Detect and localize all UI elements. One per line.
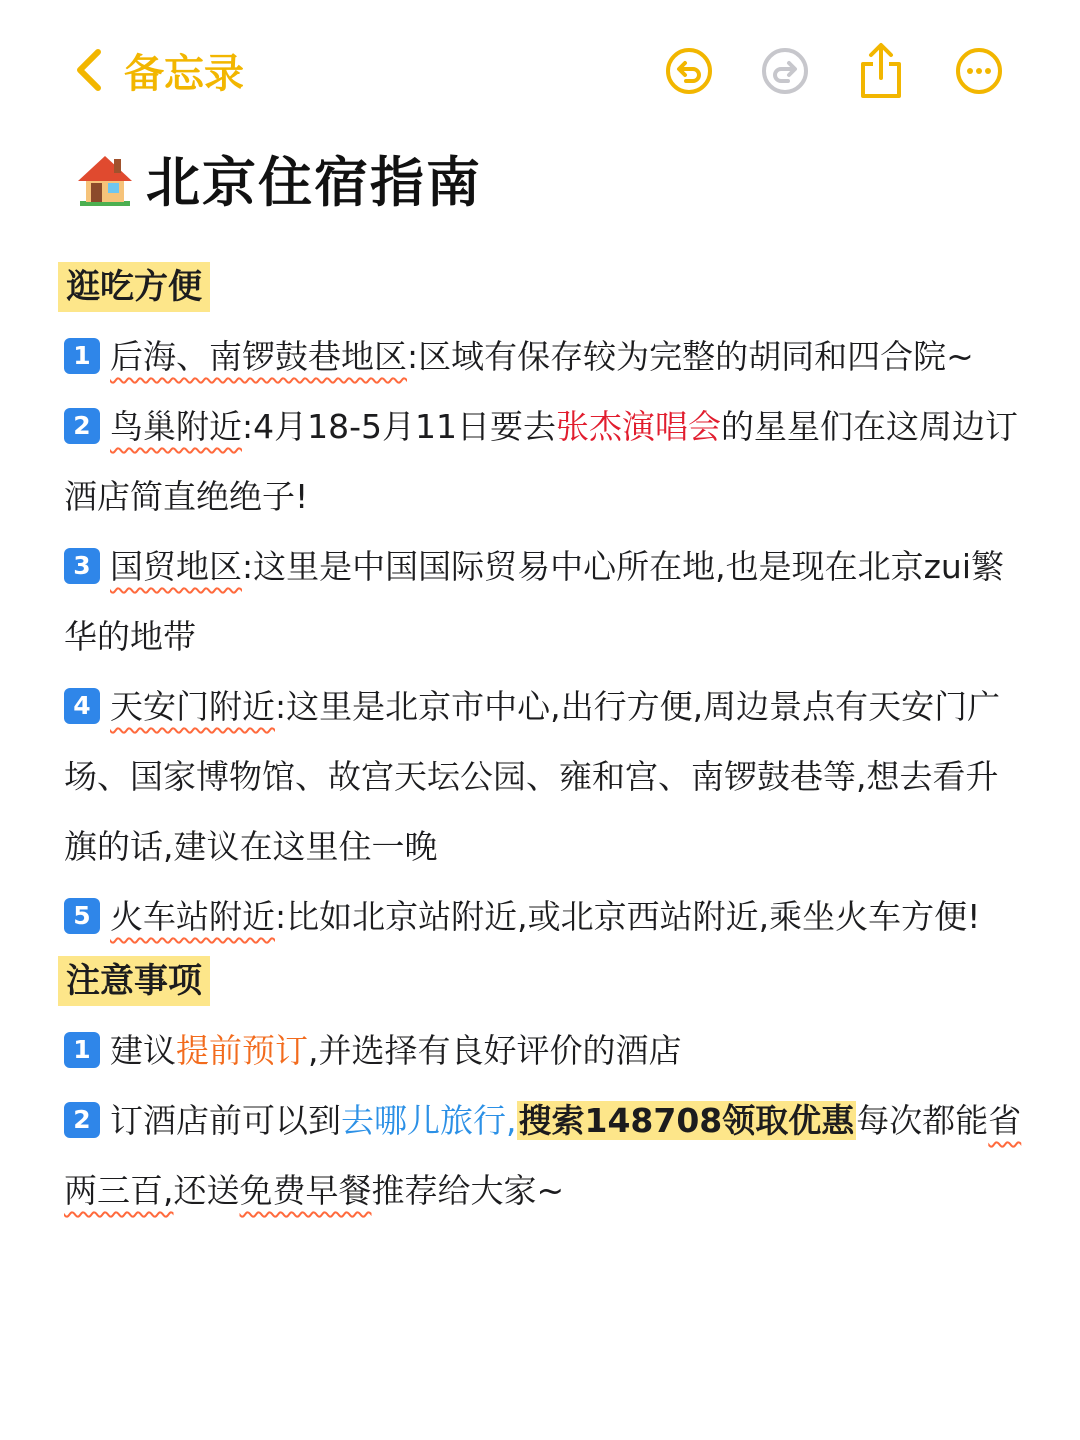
section-heading: 逛吃方便 xyxy=(58,262,210,312)
note-body[interactable] xyxy=(64,262,1024,1226)
list-item xyxy=(64,392,1024,532)
item-text: 每次都能 xyxy=(856,1101,989,1140)
list-item xyxy=(64,672,1024,882)
back-label: 备忘录 xyxy=(124,50,244,97)
list-item xyxy=(64,322,1024,392)
travel-app-name: 去哪儿旅行, xyxy=(341,1101,517,1140)
number-badge: 1 xyxy=(64,338,100,374)
item-text: 推荐给大家~ xyxy=(371,1171,565,1210)
list-item xyxy=(64,882,1024,952)
item-text: :比如北京站附近,或北京西站附近,乘坐火车方便! xyxy=(275,897,981,936)
number-badge: 5 xyxy=(64,898,100,934)
number-badge: 1 xyxy=(64,1032,100,1068)
share-icon[interactable] xyxy=(856,42,906,100)
item-text: 建议 xyxy=(110,1031,176,1070)
item-text: 的星星们在这周边订酒店简直绝绝子! xyxy=(64,407,1018,516)
title-row xyxy=(74,140,482,217)
navigation-bar xyxy=(0,0,1080,130)
item-text: :这里是中国国际贸易中心所在地,也是现在北京zui繁华的地带 xyxy=(64,547,1005,656)
place-name: 鸟巢附近 xyxy=(110,407,242,446)
redo-icon[interactable] xyxy=(760,42,810,100)
number-badge: 2 xyxy=(64,408,100,444)
promo-highlight: 搜索148708领取优惠 xyxy=(518,1101,855,1140)
item-text: ,并选择有良好评价的酒店 xyxy=(308,1031,682,1070)
free-breakfast-text: 免费早餐 xyxy=(239,1171,372,1210)
item-text: :4月18-5月11日要去 xyxy=(242,407,556,446)
item-text: 订酒店前可以到 xyxy=(110,1101,341,1140)
place-name: 天安门附近 xyxy=(110,687,275,726)
item-text: :这里是北京市中心,出行方便,周边景点有天安门广场、国家博物馆、故宫天坛公园、雍和宫、南锣鼓巷等,想去看升旗的话,建议在这里住一晚 xyxy=(64,687,1001,866)
section-heading: 注意事项 xyxy=(58,956,210,1006)
back-button[interactable] xyxy=(72,40,244,100)
list-item xyxy=(64,532,1024,672)
house-icon xyxy=(74,149,134,209)
note-title: 北京住宿指南 xyxy=(146,151,482,214)
number-badge: 2 xyxy=(64,1102,100,1138)
item-text: :区域有保存较为完整的胡同和四合院~ xyxy=(407,337,974,376)
place-name: 火车站附近 xyxy=(110,897,275,936)
book-early-highlight: 提前预订 xyxy=(176,1031,308,1070)
list-item xyxy=(64,1016,1024,1086)
chevron-left-icon xyxy=(72,46,106,94)
item-text: 还送 xyxy=(173,1171,240,1210)
list-item xyxy=(64,1086,1024,1226)
more-icon[interactable] xyxy=(954,42,1004,100)
undo-icon[interactable] xyxy=(664,42,714,100)
place-name: 国贸地区 xyxy=(110,547,242,586)
savings-text: 省两三百, xyxy=(64,1101,1022,1210)
number-badge: 4 xyxy=(64,688,100,724)
concert-highlight: 张杰演唱会 xyxy=(556,407,721,446)
place-name: 后海、南锣鼓巷地区 xyxy=(110,337,407,376)
number-badge: 3 xyxy=(64,548,100,584)
